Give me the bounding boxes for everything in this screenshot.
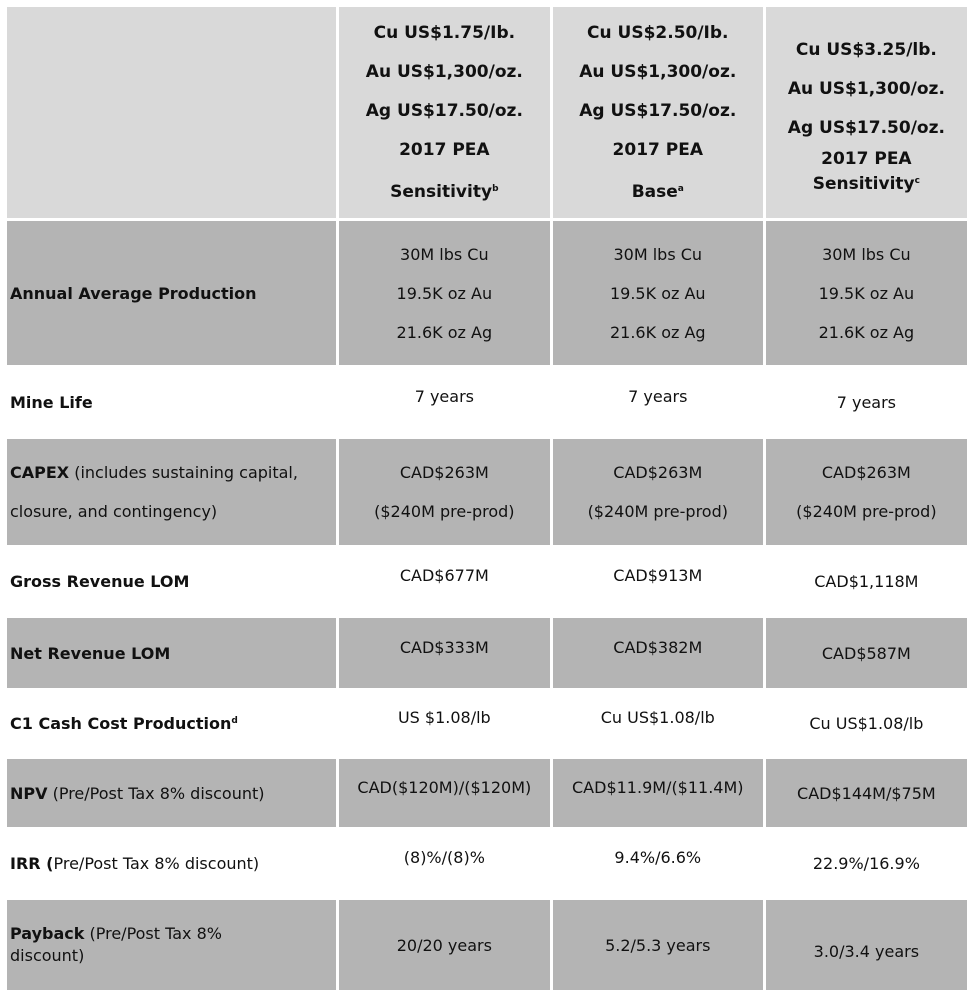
row-label bbox=[7, 365, 336, 439]
footnote-marker: c bbox=[914, 175, 920, 186]
table-row-npv bbox=[7, 759, 967, 827]
value-line: CAD$263M bbox=[821, 463, 911, 482]
row-label-note: (includes sustaining capital, closure, and contingency) bbox=[10, 463, 298, 521]
footnote-marker: d bbox=[231, 716, 238, 726]
value-cell bbox=[553, 221, 763, 365]
header-silver-price: Ag US$17.50/oz. bbox=[787, 117, 945, 138]
value-cell bbox=[553, 618, 763, 688]
value-line: CAD$333M bbox=[399, 637, 489, 657]
value-line: 5.2/5.3 years bbox=[605, 935, 711, 955]
value-cell bbox=[553, 545, 763, 618]
table-row-c1-cash-cost bbox=[7, 688, 967, 759]
value-cell bbox=[339, 688, 550, 759]
value-cell bbox=[766, 221, 967, 365]
table-row-annual-production bbox=[7, 221, 967, 365]
row-label-bold: IRR ( bbox=[10, 854, 54, 873]
row-label bbox=[7, 618, 336, 688]
value-cell bbox=[339, 221, 550, 365]
value-line: CAD($120M)/($120M) bbox=[357, 777, 532, 797]
value-cell bbox=[766, 827, 967, 900]
value-cell bbox=[553, 365, 763, 439]
row-label-note: (Pre/Post Tax 8% discount) bbox=[10, 924, 222, 965]
value-cell bbox=[766, 545, 967, 618]
value-line: Cu US$1.08/lb bbox=[809, 714, 924, 733]
value-line: 7 years bbox=[836, 392, 897, 412]
value-line: (8)%/(8)% bbox=[403, 848, 485, 867]
header-scenario bbox=[766, 170, 967, 195]
table-row-gross-revenue bbox=[7, 545, 967, 618]
row-label-note: (Pre/Post Tax 8% discount) bbox=[47, 783, 265, 803]
value-line: 30M lbs Cu bbox=[613, 244, 703, 264]
value-line: 20/20 years bbox=[396, 935, 492, 955]
header-copper-price: Cu US$2.50/Ib. bbox=[587, 22, 729, 43]
value-cell bbox=[339, 759, 550, 827]
value-cell bbox=[766, 618, 967, 688]
table-row-capex bbox=[7, 439, 967, 545]
value-cell bbox=[553, 688, 763, 759]
footnote-marker: b bbox=[492, 183, 499, 194]
row-label-bold: CAPEX bbox=[10, 463, 70, 482]
header-study: 2017 PEA bbox=[612, 139, 703, 160]
value-line: 30M lbs Cu bbox=[822, 244, 911, 264]
value-line: 30M lbs Cu bbox=[400, 244, 489, 264]
value-line: ($240M pre-prod) bbox=[796, 502, 937, 521]
value-line: 7 years bbox=[628, 386, 688, 406]
value-line: ($240M pre-prod) bbox=[587, 502, 728, 521]
table-row-payback bbox=[7, 900, 967, 990]
value-cell bbox=[553, 759, 763, 827]
value-line: CAD$1,118M bbox=[814, 572, 919, 591]
value-line: 7 years bbox=[414, 386, 474, 406]
header-scenario-label: Sensitivity bbox=[812, 173, 915, 194]
value-line: Cu US$1.08/lb bbox=[600, 708, 715, 727]
value-cell bbox=[339, 900, 550, 990]
row-label bbox=[7, 759, 336, 827]
header-silver-price: Ag US$17.50/oz. bbox=[365, 100, 523, 121]
table-row-irr bbox=[7, 827, 967, 900]
value-line: CAD$913M bbox=[613, 566, 703, 585]
row-label bbox=[7, 439, 336, 545]
value-line: 19.5K oz Au bbox=[396, 283, 493, 303]
value-cell bbox=[553, 439, 763, 545]
value-line: 21.6K oz Ag bbox=[396, 322, 493, 342]
value-line: 19.5K oz Au bbox=[818, 283, 915, 303]
value-cell bbox=[339, 439, 550, 545]
row-label-bold: NPV bbox=[10, 783, 48, 803]
value-line: 9.4%/6.6% bbox=[614, 848, 702, 867]
value-line: CAD$11.9M/($11.4M) bbox=[572, 777, 744, 797]
header-study: 2017 PEA bbox=[399, 139, 490, 160]
row-label-bold: C1 Cash Cost Production bbox=[10, 714, 232, 733]
header-copper-price: Cu US$3.25/lb. bbox=[795, 39, 937, 60]
header-row bbox=[7, 7, 967, 218]
header-scenario-label: Base bbox=[631, 181, 678, 202]
table-row-net-revenue bbox=[7, 618, 967, 688]
value-line: CAD$677M bbox=[399, 566, 489, 585]
header-cell-base bbox=[553, 7, 763, 218]
footnote-marker: a bbox=[677, 183, 684, 194]
value-cell bbox=[766, 759, 967, 827]
pea-comparison-table bbox=[4, 7, 970, 990]
value-cell bbox=[339, 618, 550, 688]
value-line: CAD$382M bbox=[613, 637, 703, 657]
header-copper-price: Cu US$1.75/Ib. bbox=[373, 22, 516, 43]
header-gold-price: Au US$1,300/oz. bbox=[365, 61, 523, 82]
header-gold-price: Au US$1,300/oz. bbox=[787, 78, 945, 99]
value-line: CAD$144M/$75M bbox=[797, 783, 936, 803]
value-line: 21.6K oz Ag bbox=[609, 322, 706, 342]
header-empty-cell bbox=[7, 7, 336, 218]
row-label bbox=[7, 221, 336, 365]
value-line: 22.9%/16.9% bbox=[812, 854, 920, 873]
value-cell bbox=[553, 900, 763, 990]
row-label-bold: Mine Life bbox=[10, 392, 93, 412]
value-line: 19.5K oz Au bbox=[609, 283, 706, 303]
value-line: 3.0/3.4 years bbox=[813, 941, 920, 961]
value-cell bbox=[553, 827, 763, 900]
header-cell-sensitivity-high bbox=[766, 7, 967, 218]
value-line: ($240M pre-prod) bbox=[374, 502, 515, 521]
row-label-bold: Gross Revenue LOM bbox=[10, 572, 190, 591]
header-cell-sensitivity-low bbox=[339, 7, 550, 218]
value-line: CAD$263M bbox=[613, 463, 703, 482]
header-silver-price: Ag US$17.50/oz. bbox=[579, 100, 737, 121]
row-label-note: Pre/Post Tax 8% discount) bbox=[53, 854, 260, 873]
value-cell bbox=[766, 365, 967, 439]
row-label bbox=[7, 688, 336, 759]
row-label-bold: Net Revenue LOM bbox=[10, 643, 171, 663]
header-scenario-label: Sensitivity bbox=[390, 181, 493, 202]
row-label-bold: Annual Average Production bbox=[10, 283, 257, 303]
header-scenario bbox=[339, 170, 550, 212]
row-label-bold: Payback bbox=[10, 924, 85, 943]
header-gold-price: Au US$1,300/oz. bbox=[579, 61, 737, 82]
value-cell bbox=[766, 439, 967, 545]
table-row-mine-life bbox=[7, 365, 967, 439]
row-label bbox=[7, 545, 336, 618]
value-cell bbox=[339, 827, 550, 900]
value-line: CAD$263M bbox=[399, 463, 489, 482]
header-study: 2017 PEA bbox=[821, 148, 912, 169]
value-cell bbox=[339, 545, 550, 618]
row-label bbox=[7, 900, 336, 990]
value-cell bbox=[766, 688, 967, 759]
value-line: CAD$587M bbox=[821, 643, 911, 663]
header-scenario bbox=[553, 170, 763, 212]
value-line: 21.6K oz Ag bbox=[818, 322, 915, 342]
row-label bbox=[7, 827, 336, 900]
value-line: US $1.08/lb bbox=[397, 708, 491, 727]
value-cell bbox=[766, 900, 967, 990]
value-cell bbox=[339, 365, 550, 439]
